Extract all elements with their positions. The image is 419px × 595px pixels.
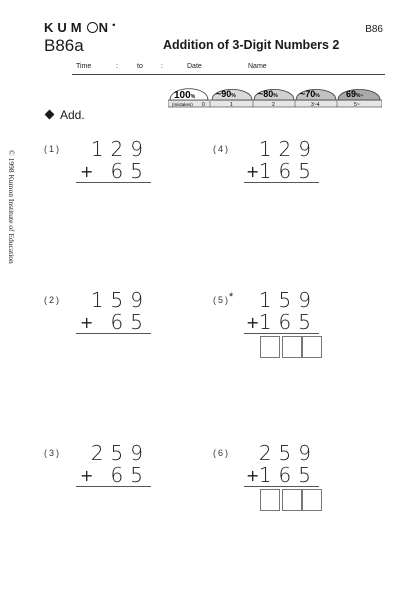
mistakes-0: 0 — [202, 102, 205, 108]
answer-box-6-tens[interactable] — [282, 489, 302, 511]
problem-6-top: 259 — [258, 441, 318, 465]
problem-number-4: (4) — [213, 144, 230, 154]
problem-1-plus: + — [80, 162, 94, 181]
grade-text-3: ~70% — [300, 89, 320, 99]
instruction-text: Add. — [60, 108, 85, 122]
brand-n: N — [98, 20, 112, 35]
problem-3-bottom: 65 — [110, 463, 150, 487]
logo-ring-icon — [87, 22, 98, 33]
grade-text-0: 100% — [174, 90, 196, 101]
score-scale — [168, 82, 382, 108]
kumon-logo — [44, 20, 116, 35]
problem-6-rule — [244, 486, 319, 487]
page-title: Addition of 3-Digit Numbers 2 — [163, 38, 340, 52]
date-label: Date — [187, 63, 202, 70]
problem-4-top: 129 — [258, 137, 318, 161]
grade-text-4: 69%~ — [346, 89, 364, 99]
time-label: Time — [76, 63, 92, 70]
problem-4-bottom: 165 — [258, 159, 318, 183]
answer-box-5-ones[interactable] — [302, 336, 322, 358]
problem-6-plus: + — [246, 466, 260, 485]
problem-4-rule — [244, 182, 319, 183]
problem-3-plus: + — [80, 466, 94, 485]
grade-text-1: ~90% — [216, 89, 236, 99]
problem-2-plus: + — [80, 313, 94, 332]
answer-box-6-hundreds[interactable] — [260, 489, 280, 511]
problem-5-star: * — [229, 291, 234, 303]
diamond-bullet-icon — [45, 110, 55, 120]
to-label: to — [137, 63, 143, 70]
problem-5-bottom: 165 — [258, 310, 318, 334]
problem-number-3: (3) — [44, 448, 61, 458]
problem-3-top: 259 — [90, 441, 150, 465]
header-rule — [72, 74, 385, 75]
time-colon-1: : — [116, 63, 118, 70]
problem-number-5: (5) — [213, 295, 230, 305]
problem-1-bottom: 65 — [110, 159, 150, 183]
problem-1-rule — [76, 182, 151, 183]
problem-5-rule — [244, 333, 319, 334]
mistakes-3: 3~4 — [311, 102, 320, 108]
problem-4-plus: + — [246, 162, 260, 181]
mistakes-label: (mistakes) — [172, 102, 193, 107]
problem-number-1: (1) — [44, 144, 61, 154]
mistakes-1: 1 — [230, 102, 233, 108]
mistakes-4: 5~ — [354, 102, 360, 108]
corner-code: B86 — [365, 24, 383, 35]
copyright-notice: © 1998 Kumon Institute of Education — [7, 150, 16, 264]
problem-1-top: 129 — [90, 137, 150, 161]
answer-box-5-tens[interactable] — [282, 336, 302, 358]
problem-number-6: (6) — [213, 448, 230, 458]
problem-2-top: 159 — [90, 288, 150, 312]
problem-number-2: (2) — [44, 295, 61, 305]
answer-box-5-hundreds[interactable] — [260, 336, 280, 358]
sheet-code: B86a — [44, 36, 84, 55]
problem-3-rule — [76, 486, 151, 487]
mistakes-2: 2 — [272, 102, 275, 108]
problem-5-top: 159 — [258, 288, 318, 312]
instruction — [46, 108, 85, 122]
grade-text-2: ~80% — [258, 89, 278, 99]
problem-2-rule — [76, 333, 151, 334]
problem-6-bottom: 165 — [258, 463, 318, 487]
registered-mark: ● — [112, 22, 116, 29]
name-label: Name — [248, 63, 267, 70]
problem-2-bottom: 65 — [110, 310, 150, 334]
time-colon-2: : — [161, 63, 163, 70]
problem-5-plus: + — [246, 313, 260, 332]
brand-k: KUM — [44, 20, 86, 35]
answer-box-6-ones[interactable] — [302, 489, 322, 511]
